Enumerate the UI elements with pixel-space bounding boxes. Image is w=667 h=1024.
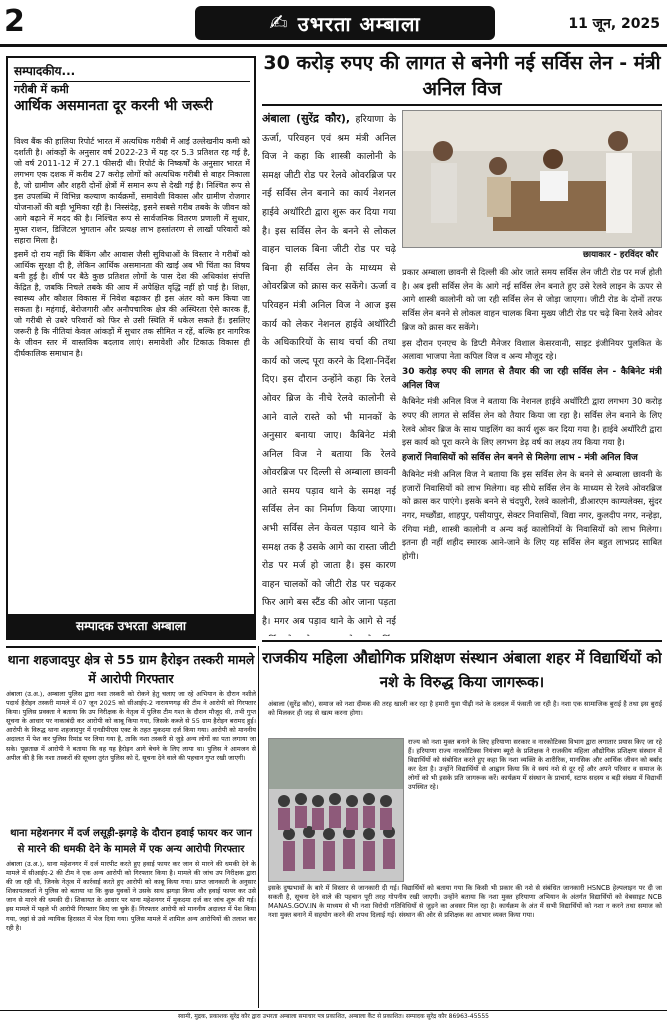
main-sub-text: कैबिनेट मंत्री अनिल विज ने बताया कि नेशनल हाईवे अथॉरिटी द्वारा लगभग 30 करोड़ रुपए की लागत से सर्विस लेन को तैयार किया जा रहा है। सर्विस लेन बनाने के लिए रेलवे ओवर ब्रिज के साथ पाइलिंग का कार्य शुरू कर दिया गया है। हाईवे अथॉरिटी द्वारा इस कार्य को पूरा करने के लिए लगभग डेढ़ वर्ष का लक्ष्य तय किया गया है। [402,396,662,448]
issue-date: 11 जून, 2025 [568,16,660,32]
page-number: 2 [4,4,25,39]
main-article-photo [402,110,662,248]
heroin-headline: थाना शहजादपुर क्षेत्र से 55 ग्राम हैरोइन तस्करी मामले में आरोपी गिरफ्तार [6,646,256,688]
heroin-body: अंबाला (उ.अ.), अम्बाला पुलिस द्वारा नशा तस्करी को रोकने हेतु चलाए जा रहे अभियान के दौरान नशीले पदार्थ हैरोइन तस्करी मामले में 07 जून 2025 को सीआईए-2 नारायणगढ़ की टीम ने आरोपी को गिरफ्तार किया। पुलिस प्रवक्ता ने बताया कि उप निरीक्षक के नेतृत्व में पुलिस टीम गश्त के दौरान मौजूद थी, तभी गुप्त सूचना के आधार पर नाकाबंदी कर आरोपी को काबू किया गया, जिसके कब्जे से 55 ग्राम हैरोइन बरामद हुई। आरोपी के विरुद्ध थाना शहजादपुर में एनडीपीएस एक्ट के तहत मुकदमा दर्ज किया गया। आरोपी को माननीय अदालत में पेश कर पुलिस रिमांड पर लिया गया है, ताकि नशा तस्करी से जुड़े अन्य लोगों का पता लगाया जा सके। पूछताछ में आरोपी ने बताया कि वह यह हैरोइन आगे बेचने के लिए लाया था। पुलिस ने आमजन से अपील की है कि नशा तस्करों की सूचना तुरंत पुलिस को दें, सूचना देने वाले की पहचान गुप्त रखी जाएगी। [6,690,256,762]
main-headline: 30 करोड़ रुपए की लागत से बनेगी नई सर्विस लेन - मंत्री अनिल विज [263,52,661,100]
main-article-right-column [402,266,662,636]
main-left-text: हरियाणा के ऊर्जा, परिवहन एवं श्रम मंत्री अनिल विज ने कहा कि शास्त्री कालोनी के समक्ष जीटी रोड पर रेलवे ओवरब्रिज पर नई सर्विस लेन बनाने का कार्य नेशनल हाईवे अथॉरिटी द्वारा शुरू कर दिया गया है। इस सर्विस लेन के बनने से लोकल वाहन चालक बिना जीटी रोड पर चढ़े बिना ही सर्विस लेन के माध्यम से ओवरब्रिज को क्रास कर सकेंगे। ऊर्जा व परिवहन मंत्री अनिल विज ने आज इस कार्य को लेकर नेशनल हाईवे अथॉरिटी के अधिकारियों के साथ चर्चा की तथा कार्य को जल्द पूरा करने के दिशा-निर्देश दिए। इस दौरान उन्होंने कहा कि रेलवे ओवर ब्रिज के नीचे रेलवे कालोनी से आने वाले रास्ते को भी मानकों के अनुसार बनाया जाए। कैबिनेट मंत्री अनिल विज ने बताया कि रेलवे ओवरब्रिज पर दिल्ली से अम्बाला छावनी आते समय पड़ाव थाने के समक्ष नई सर्विस लेन का निर्माण किया जाएगा। अभी सर्विस लेन केवल पड़ाव थाने के समक्ष तक है उसके आगे का रास्ता जीटी रोड पर मर्ज हो जाता है। इस कारण वाहन चालकों को जीटी रोड पर चढ़कर फिर आगे बस स्टैंड की ओर जाना पड़ता है। मगर अब पड़ाव थाने के आगे से नई [262,114,396,628]
pen-icon: ✍ [269,10,288,36]
editorial-signature: सम्पादक उभरता अम्बाला [8,614,254,638]
header-rule [0,44,667,47]
editorial-section-label: सम्पादकीय... [14,62,250,82]
firing-headline: थाना महेशनगर में दर्ज लसूड़ी-झगड़े के दौरान हवाई फायर कर जान से मारने की धमकी देने के मामले में एक अन्य आरोपी गिरफ्तार [10,828,252,855]
awareness-side-text: राज्य को नशा मुक्त बनाने के लिए हरियाणा सरकार व नारकोटिक्स विभाग द्वारा लगातार प्रयास किए जा रहे हैं। हरियाणा राज्य नारकोटिक्स नियंत्रण ब्यूरो के प्रशिक्षक ने राजकीय महिला औद्योगिक प्रशिक्षण संस्थान में विद्यार्थियों को संबोधित करते हुए कहा कि नशा व्यक्ति के शारीरिक, मानसिक और आर्थिक जीवन को बर्बाद कर देता है। उन्होंने विद्यार्थियों से आह्वान किया कि वे स्वयं नशे से दूर रहें और अपने परिवार व समाज के लोगों को भी इसके प्रति जागरूक करें। कार्यक्रम में संस्थान के प्राचार्य, स्टाफ सदस्य व बड़ी संख्या में विद्यार्थी उपस्थित रहे। [408,738,662,792]
section-rule [262,640,662,642]
awareness-bottom-text: इसके दुष्प्रभावों के बारे में विस्तार से जानकारी दी गई। विद्यार्थियों को बताया गया कि किसी भी प्रकार की नशे से संबंधित जानकारी HSNCB हेल्पलाइन पर दी जा सकती है, सूचना देने वाले की पहचान पूरी तरह गोपनीय रखी जाएगी। उन्होंने बताया कि नशा मुक्त हरियाणा अभियान के अंतर्गत विद्यार्थियों को वेबसाइट NCB MANAS.GOV.IN के माध्यम से भी नशा विरोधी गतिविधियों से जुड़ने का अवसर मिल रहा है। कार्यक्रम के अंत में सभी विद्यार्थियों को नशा न करने तथा समाज को नशा मुक्त बनाने में सहयोग करने की शपथ दिलाई गई। संस्थान की ओर से प्रशिक्षक का आभार व्यक्त किया गया। [268,884,662,920]
editorial-title: आर्थिक असमानता दूर करनी भी जरूरी [14,98,213,114]
main-article-left-column [262,110,396,636]
main-subheading: 30 करोड़ रुपए की लागत से तैयार की जा रही सर्विस लेन - कैबिनेट मंत्री अनिल विज [402,366,662,391]
editorial-body [14,136,250,604]
editorial-paragraph: इसमें दो राय नहीं कि बैंकिंग और आवास जैसी सुविधाओं के विस्तार ने गरीबों को आर्थिक सुरक्षा दी है, लेकिन आर्थिक असमानता की खाई अब भी चिंता का विषय बनी हुई है। शीर्ष पर बैठे कुछ प्रतिशत लोगों के पास देश की अधिकांश संपत्ति केंद्रित है, जबकि निचले तबके की आय में अपेक्षित वृद्धि नहीं हो पाई है। शिक्षा, स्वास्थ्य और कौशल विकास में निवेश बढ़ाकर ही इस अंतर को कम किया जा सकता है। महंगाई, बेरोजगारी और अनौपचारिक क्षेत्र की अस्थिरता ऐसे कारक हैं, जो गरीबी से उबरे परिवारों को फिर से उसी स्थिति में धकेल सकते हैं। इसलिए जरूरी है कि नीतियां केवल आंकड़ों में सुधार तक सीमित न रहें, बल्कि हर नागरिक के जीवन स्तर में वास्तविक बदलाव लाएं। समावेशी और टिकाऊ विकास ही दीर्घकालिक समाधान है। [14,250,250,358]
awareness-lead: अंबाला (सुरेंद्र कौर), समाज को नशा दीमक की तरह खाली कर रहा है हमारी युवा पीढ़ी नशे के दलदल में फंसती जा रही है। नशा एक सामाजिक बुराई है तथा इस बुराई को मिलकर ही जड़ से खत्म करना होगा। [268,700,662,718]
main-subheading: हजारों निवासियों को सर्विस लेन बनने से मिलेगा लाभ - मंत्री अनिल विज [402,453,638,464]
editorial-paragraph: विश्व बैंक की हालिया रिपोर्ट भारत में अत्यधिक गरीबी में आई उल्लेखनीय कमी को दर्शाती है। आंकड़ों के अनुसार वर्ष 2022-23 में यह दर 5.3 प्रतिशत रह गई है, जो वर्ष 2011-12 में 27.1 फीसदी थी। रिपोर्ट के निष्कर्षों के अनुसार भारत में लगभग एक दशक में करीब 27 करोड़ लोगों को अत्यधिक गरीबी से बाहर निकाला है, जो ग्रामीण और शहरी दोनों क्षेत्रों में समान रूप से देखी गई है। निश्चित रूप से इस उपलब्धि में विभिन्न कल्याण कार्यक्रमों, समावेशी विकास और ग्रामीण रोजगार योजनाओं की बड़ी भूमिका रही है। निस्संदेह, इसने सबसे गरीब तबके के जीवन को आगे बढ़ाने में मदद की है। निश्चित रूप से सार्वजनिक वितरण प्रणाली में सुधार, मुफ्त राशन, डिजिटल भुगतान और प्रत्यक्ष लाभ हस्तांतरण से लाखों परिवारों को सहारा मिला है। [14,137,250,245]
photo-illustration [403,111,662,248]
column-divider [258,646,259,1008]
main-dateline: अंबाला (सुरेंद्र कौर), [262,112,351,125]
main-right-paragraph: इस दौरान एनएच के डिप्टी मैनेजर विशाल केसरवानी, साइट इंजीनियर पुलकित के अलावा भाजपा नेता कपिल विज व अन्य मौजूद रहे। [402,337,662,362]
imprint-footer: स्वामी, मुद्रक, प्रकाशक सुरेंद्र कौर द्वारा उभरता अम्बाला समाचार पत्र प्रकाशित, अम्बाला कैंट से प्रकाशित। सम्पादक सुरेंद्र कौर 86963-45555 [0,1010,667,1024]
awareness-photo [268,738,404,882]
brand-banner [195,6,495,40]
awareness-headline: राजकीय महिला औद्योगिक प्रशिक्षण संस्थान अंबाला शहर में विद्यार्थियों को नशे के विरुद्ध किया जागरूक। [262,649,662,691]
editorial-kicker: गरीबी में कमी [14,83,69,96]
headline-rule [262,104,662,106]
photo-caption: छायाकार - हरविंदर कौर [582,250,658,260]
main-sub-text: कैबिनेट मंत्री अनिल विज ने बताया कि इस सर्विस लेन के बनने से अम्बाला छावनी के हजारों निवासियों को लाभ मिलेगा। वह सीधे सर्विस लेन के माध्यम से रेलवे ओवरब्रिज को क्रास कर पाएंगे। इसके बनने से चंदपुरी, रेलवे कालोनी, डीआरएम काम्पलेक्स, सुंदर नगर, मच्छौंडा, शाहपुर, पसीयापुर, सेक्टर निवासियों, विद्या नगर, कुलदीप नगर, नन्हेड़ा, रंगिया मंडी, शास्त्री कालोनी व अन्य कई कालोनियों के निवासियों को लाभ मिलेगा। इतना ही नहीं शहीद स्मारक आने-जाने के लिए यह सर्विस लेन बहुत लाभप्रद साबित होगी। [402,468,662,562]
firing-body: अंबाला (उ.अ.), थाना महेशनगर में दर्ज मारपीट करते हुए हवाई फायर कर जान से मारने की धमकी देने के मामले में सीआईए-2 की टीम ने एक अन्य आरोपी को गिरफ्तार किया है। मामले की जांच उप निरीक्षक द्वारा की जा रही थी, जिनके नेतृत्व में कार्रवाई करते हुए आरोपी को काबू किया गया। प्राप्त जानकारी के अनुसार शिकायतकर्ता ने पुलिस को बताया था कि कुछ युवकों ने उसके साथ झगड़ा किया और हवाई फायर कर उसे जान से मारने की धमकी दी। शिकायत के आधार पर थाना महेशनगर में मुकदमा दर्ज कर जांच शुरू की गई। इस मामले में पहले भी आरोपी गिरफ्तार किए जा चुके हैं। गिरफ्तार आरोपी को माननीय अदालत में पेश किया गया, जहां से उसे न्यायिक हिरासत में भेज दिया गया। पुलिस मामले में शामिल अन्य आरोपियों की तलाश कर रही है। [6,860,256,932]
group-photo-illustration [269,739,404,882]
main-right-paragraph: प्रकार अम्बाला छावनी से दिल्ली की ओर जाते समय सर्विस लेन जीटी रोड पर मर्ज होती है। अब इसी सर्विस लेन के आगे नई सर्विस लेन बनाते हुए उसे रेलवे लाइन के ऊपर से आगे शास्त्री कालोनी को जा रही सर्विस लेन से जोड़ा जाएगा। जीटी रोड के दोनों तरफ सर्विस लेन बनने से लोकल वाहन चालक बिना मुख्य जीटी रोड पर चढ़े बिना रेलवे ओवर ब्रिज को क्रास कर सकेंगे। [402,267,662,332]
editorial-box [6,56,256,640]
brand-name: उभरता अम्बाला [297,11,421,36]
